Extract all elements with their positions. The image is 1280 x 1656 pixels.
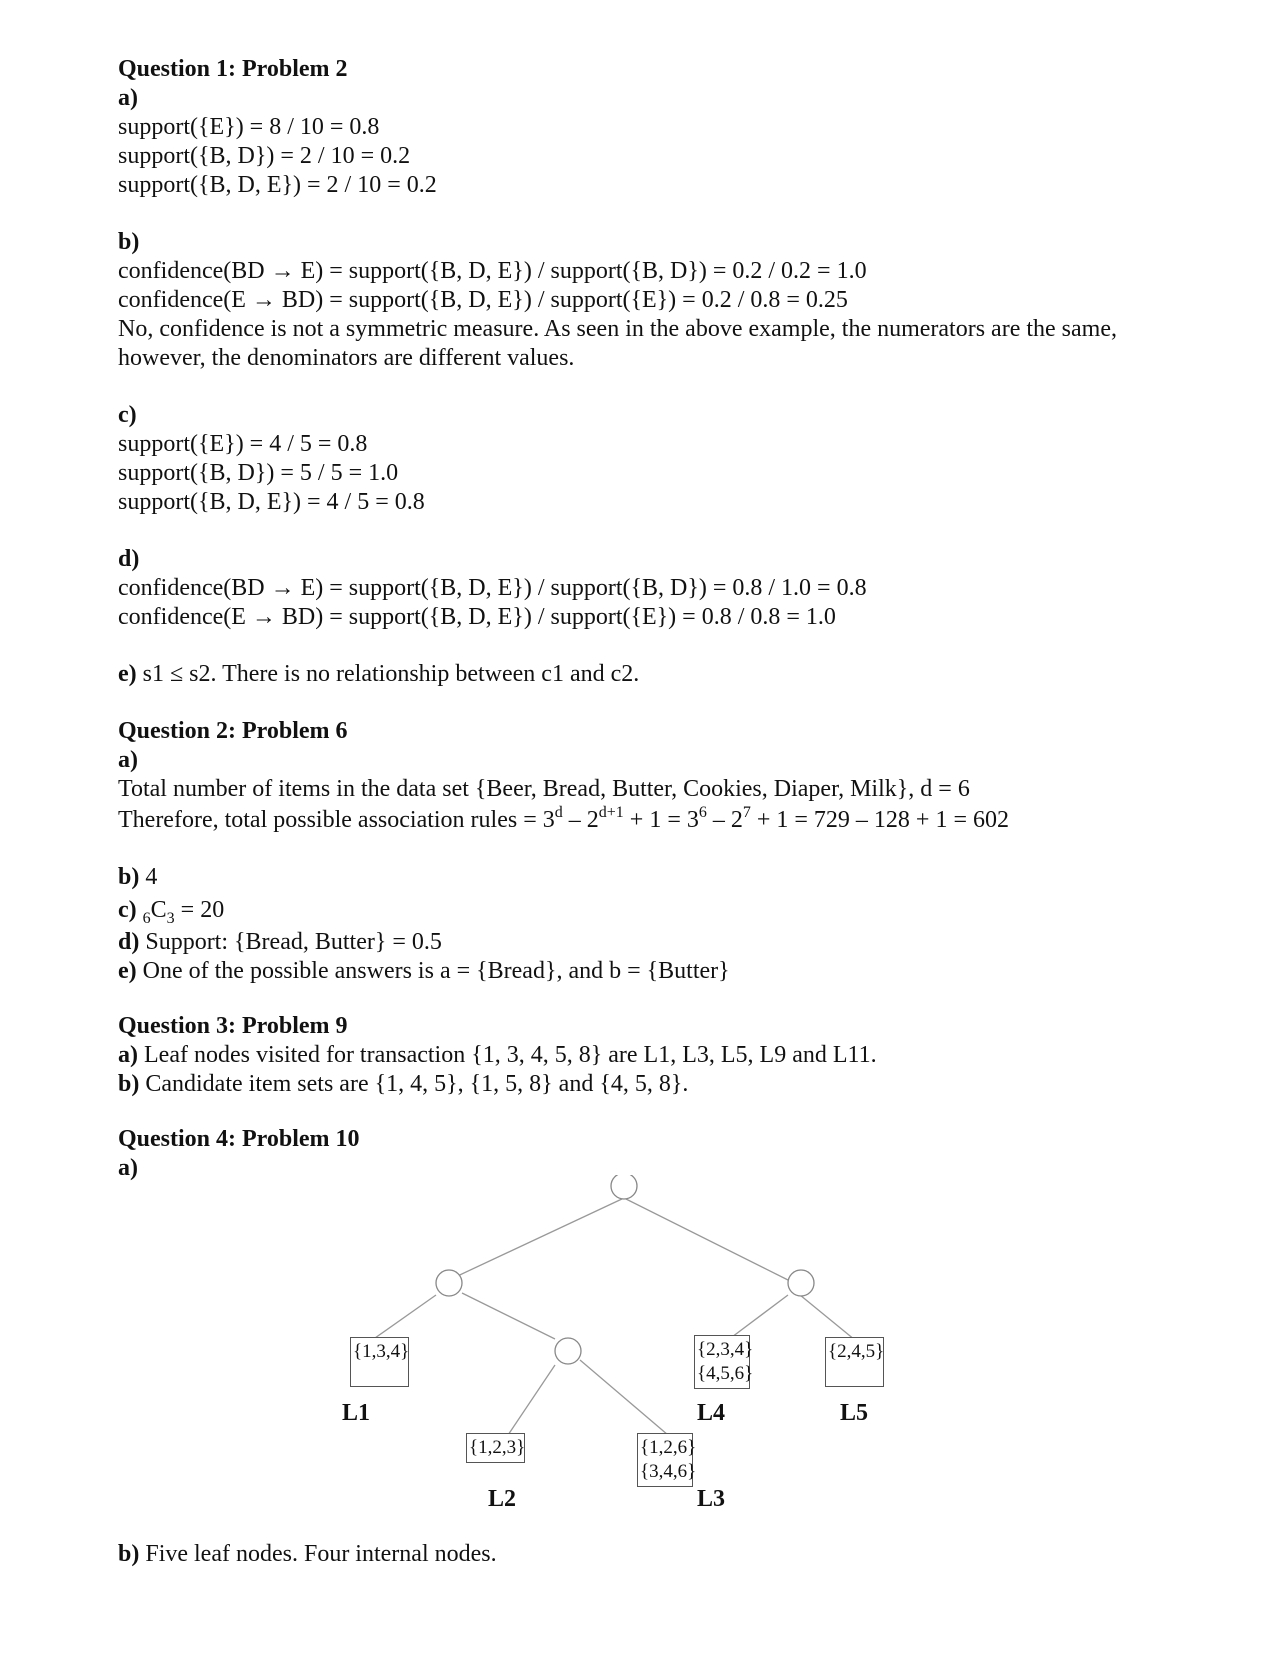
q2-a-label: a) (118, 747, 138, 773)
q2-d-label: d) (118, 929, 140, 955)
combination-n: 6 (142, 910, 151, 927)
formula-part: Therefore, total possible association rules = 3 (118, 807, 555, 833)
leaf-label-l3: L3 (697, 1486, 726, 1512)
tree-edge (800, 1295, 855, 1340)
q4-b-row (118, 1540, 497, 1569)
q1-b-line: confidence(BD → E) = support({B, D, E}) / support({B, D}) = 0.2 / 0.2 = 1.0 (118, 258, 867, 284)
q2-b-row (118, 863, 1178, 892)
q2-c-rest: = 20 (174, 897, 225, 923)
tree-edge (462, 1293, 555, 1339)
itemset: {3,4,6} (640, 1461, 697, 1482)
q3-a-row (118, 1041, 1178, 1070)
tree-edge (624, 1198, 788, 1280)
leaf-label-l1: L1 (342, 1400, 371, 1426)
formula-sup: 7 (742, 804, 751, 821)
q1-b-label: b) (118, 229, 140, 255)
tree-edge (449, 1198, 624, 1280)
q1-b-note: No, confidence is not a symmetric measure. As seen in the above example, the numerators are the same, however, the denominators are different values. (118, 316, 1117, 371)
formula-sup: d+1 (598, 804, 624, 821)
leaf-label-l2: L2 (488, 1486, 517, 1512)
q3-a-label: a) (118, 1042, 138, 1068)
q2-d-text: Support: {Bread, Butter} = 0.5 (145, 929, 442, 955)
itemset: {4,5,6} (697, 1363, 754, 1384)
q2-b-text: 4 (145, 864, 158, 890)
q2-b-label: b) (118, 864, 140, 890)
formula-sup: d (554, 804, 563, 821)
formula-part: + 1 = 3 (623, 807, 699, 833)
q2-a-line1: Total number of items in the data set {Beer, Bread, Butter, Cookies, Diaper, Milk}, d = 6 (118, 776, 970, 802)
q1-e-label: e) (118, 661, 137, 687)
leaf-node-l1 (350, 1337, 409, 1387)
q1-a-line: support({B, D, E}) = 2 / 10 = 0.2 (118, 172, 437, 198)
leaf-node-l3 (637, 1433, 697, 1487)
q1-c-line: support({B, D}) = 5 / 5 = 1.0 (118, 460, 399, 486)
q1-a-label: a) (118, 85, 138, 111)
q3-b-label: b) (118, 1071, 140, 1097)
leaf-label-l4: L4 (697, 1400, 726, 1426)
itemset: {1,2,6} (640, 1437, 697, 1458)
q3-heading: Question 3: Problem 9 (118, 1013, 348, 1039)
q4-b-text: Five leaf nodes. Four internal nodes. (145, 1541, 497, 1567)
tree-edge (375, 1295, 436, 1338)
formula-sup: 6 (698, 804, 707, 821)
q1-heading: Question 1: Problem 2 (118, 56, 348, 82)
itemset: {1,2,3} (469, 1437, 526, 1458)
q2-d-row (118, 928, 1178, 957)
q1-e-row (118, 660, 1178, 689)
formula-part: – 2 (706, 807, 743, 833)
q1-d-line: confidence(BD → E) = support({B, D, E}) / support({B, D}) = 0.8 / 1.0 = 0.8 (118, 575, 867, 601)
combination-c: C (150, 897, 167, 923)
leaf-node-l5 (825, 1337, 884, 1387)
itemset: {2,4,5} (828, 1341, 885, 1362)
q2-c-row (118, 892, 1178, 928)
q1-a-line: support({E}) = 8 / 10 = 0.8 (118, 114, 380, 140)
q1-d-label: d) (118, 546, 140, 572)
q2-c-label: c) (118, 897, 137, 923)
tree-edge (580, 1360, 668, 1435)
formula-part: + 1 = 729 – 128 + 1 = 602 (750, 807, 1009, 833)
q3-b-text: Candidate item sets are {1, 4, 5}, {1, 5, 8} and {4, 5, 8}. (145, 1071, 689, 1097)
combination-k: 3 (166, 910, 175, 927)
q1-d-line: confidence(E → BD) = support({B, D, E}) / support({E}) = 0.8 / 0.8 = 1.0 (118, 604, 836, 630)
q2-a-line2 (118, 804, 1178, 837)
leaf-node-l4 (694, 1335, 754, 1389)
itemset: {1,3,4} (353, 1341, 410, 1362)
q1-c-line: support({B, D, E}) = 4 / 5 = 0.8 (118, 489, 425, 515)
q1-e-text: s1 ≤ s2. There is no relationship between c1 and c2. (142, 661, 640, 687)
q2-e-row (118, 957, 1178, 986)
leaf-node-l2 (466, 1433, 525, 1463)
hash-tree-diagram (300, 1175, 940, 1515)
q3-b-row (118, 1070, 1178, 1099)
q1-a-line: support({B, D}) = 2 / 10 = 0.2 (118, 143, 411, 169)
q3-a-text: Leaf nodes visited for transaction {1, 3, 4, 5, 8} are L1, L3, L5, L9 and L11. (144, 1042, 877, 1068)
root-node (611, 1175, 637, 1199)
q1-c-line: support({E}) = 4 / 5 = 0.8 (118, 431, 368, 457)
document-page (118, 55, 1178, 1183)
internal-node (436, 1270, 462, 1296)
q2-e-label: e) (118, 958, 137, 984)
q4-a-label: a) (118, 1155, 138, 1181)
leaf-label-l5: L5 (840, 1400, 869, 1426)
q4-b-label: b) (118, 1541, 140, 1567)
formula-part: – 2 (562, 807, 599, 833)
q1-c-label: c) (118, 402, 137, 428)
q1-b-line: confidence(E → BD) = support({B, D, E}) / support({E}) = 0.2 / 0.8 = 0.25 (118, 287, 848, 313)
internal-node (788, 1270, 814, 1296)
tree-edge (728, 1295, 788, 1340)
internal-node (555, 1338, 581, 1364)
itemset: {2,3,4} (697, 1339, 754, 1360)
q4-heading: Question 4: Problem 10 (118, 1126, 360, 1152)
q2-heading: Question 2: Problem 6 (118, 718, 348, 744)
q2-e-text: One of the possible answers is a = {Bread}, and b = {Butter} (142, 958, 730, 984)
